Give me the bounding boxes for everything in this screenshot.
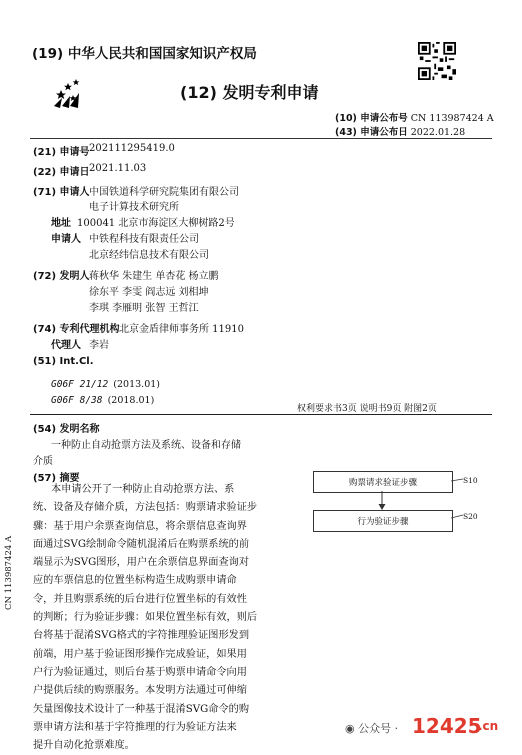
invention-title-label: (54) 发明名称	[33, 424, 100, 435]
wechat-icon: ◉	[345, 722, 355, 735]
publication-number-row	[335, 110, 494, 124]
publication-date-label: (43) 申请公布日	[335, 127, 408, 138]
application-number-label: (21) 申请号	[33, 147, 90, 158]
applicant-1-line-1: 中国铁道科学研究院集团有限公司	[89, 187, 239, 198]
abstract-line: 前端，用户基于验证图形操作完成验证，如果用	[33, 648, 247, 660]
applicant-1-line-2: 电子计算技术研究所	[89, 202, 179, 213]
agency-label: (74) 专利代理机构	[33, 324, 120, 335]
application-date-label: (22) 申请日	[33, 167, 90, 178]
abstract-heading: (57) 摘要	[33, 473, 80, 484]
side-publication-number: CN 113987424 A	[4, 535, 14, 610]
abstract-line: 应的车票信息的位置坐标构造生成购票申请命	[33, 575, 237, 587]
agency: 北京金盾律师事务所 11910	[119, 324, 244, 335]
flowchart-step-2-ref: S20	[463, 512, 478, 521]
flowchart-step-1-ref: S10	[463, 476, 478, 485]
publication-date-row	[335, 124, 465, 138]
abstract-line: 骤：基于用户余票查询信息，将余票信息查询界	[33, 520, 247, 532]
office-name: (19) 中华人民共和国国家知识产权局	[32, 46, 257, 62]
int-cl-label: (51) Int.Cl.	[33, 356, 94, 367]
ipc-2-code: G06F 8/38	[51, 395, 103, 406]
address-label: 地址	[51, 218, 71, 229]
abstract-line: 面通过SVG绘制命令随机混淆后在购票系统的前	[33, 538, 250, 550]
publication-number-label: (10) 申请公布号	[335, 113, 408, 124]
flowchart-step-1	[313, 471, 453, 493]
page-count: 权利要求书3页 说明书9页 附图2页	[297, 404, 437, 414]
application-number: 202111295419.0	[89, 143, 175, 154]
ipc-2-date: (2018.01)	[107, 395, 155, 406]
watermark-prefix-text: 公众号 ·	[358, 722, 399, 735]
watermark-prefix	[345, 720, 398, 736]
document-type-title: (12) 发明专利申请	[180, 83, 319, 102]
address: 100041 北京市海淀区大柳树路2号	[77, 218, 235, 229]
inventors-line-3: 李琪 李雁明 张智 王哲江	[89, 303, 199, 314]
abstract-line: 统、设备及存储介质，方法包括：购票请求验证步	[33, 502, 258, 514]
qr-code-icon	[418, 42, 456, 80]
abstract-body	[33, 481, 257, 755]
agent: 李岩	[89, 340, 109, 351]
watermark-suffix: .cn	[478, 719, 499, 733]
publication-date: 2022.01.28	[410, 127, 466, 138]
applicant-2-line-2: 北京经纬信息技术有限公司	[89, 250, 209, 261]
inventor-label: (72) 发明人	[33, 271, 90, 282]
header-divider	[30, 138, 492, 139]
flowchart-step-2	[313, 510, 453, 532]
patent-office-logo-icon	[52, 76, 104, 110]
flowchart-step-1-label: 购票请求验证步骤	[348, 478, 417, 488]
abstract-line: 提升自动化抢票难度。	[33, 740, 135, 752]
inventors-line-1: 蒋秋华 朱建生 单杏花 杨立鹏	[89, 271, 219, 282]
abstract-line: 矢量图像技术设计了一种基于混淆SVG命令的购	[33, 703, 250, 715]
flowchart-ref-leader-1	[451, 477, 465, 485]
invention-title-line-2: 介质	[33, 456, 53, 467]
section-divider	[30, 414, 492, 415]
abstract-line: 令，并且购票系统的后台进行位置坐标的有效性	[33, 593, 247, 605]
ipc-row-2	[51, 388, 154, 407]
watermark-number: 12425	[412, 714, 482, 738]
ipc-1-code: G06F 21/12	[51, 379, 109, 390]
invention-title-line-1: 一种防止自动抢票方法及系统、设备和存储	[51, 440, 241, 451]
flowchart-step-2-label: 行为验证步骤	[357, 517, 409, 527]
abstract-line: 端显示为SVG图形，用户在余票信息界面查询对	[33, 557, 250, 569]
flowchart-arrow-icon	[376, 491, 388, 511]
application-date: 2021.11.03	[89, 163, 147, 174]
abstract-line: 本申请公开了一种防止自动抢票方法、系	[51, 484, 235, 495]
applicant-2-line-1: 中铁程科技有限责任公司	[89, 234, 199, 245]
publication-number: CN 113987424 A	[410, 113, 494, 124]
abstract-line: 户提供后续的购票服务。本发明方法通过可伸缩	[33, 685, 247, 697]
abstract-line: 票申请方法和基于字符推理的行为验证方法来	[33, 721, 237, 733]
ipc-1-date: (2013.01)	[113, 379, 160, 390]
flowchart-ref-leader-2	[451, 513, 465, 521]
applicant-label: (71) 申请人	[33, 187, 90, 198]
abstract-line: 台将基于混淆SVG格式的字符推理验证图形发到	[33, 630, 250, 642]
inventors-line-2: 徐东平 李雯 阎志远 刘相坤	[89, 287, 209, 298]
abstract-line: 户行为验证通过，则后台基于购票申请命令向用	[33, 666, 247, 678]
abstract-line: 的判断；行为验证步骤：如果位置坐标有效，则后	[33, 612, 258, 624]
agent-label: 代理人	[51, 340, 81, 351]
applicant-2-label: 申请人	[51, 234, 81, 245]
